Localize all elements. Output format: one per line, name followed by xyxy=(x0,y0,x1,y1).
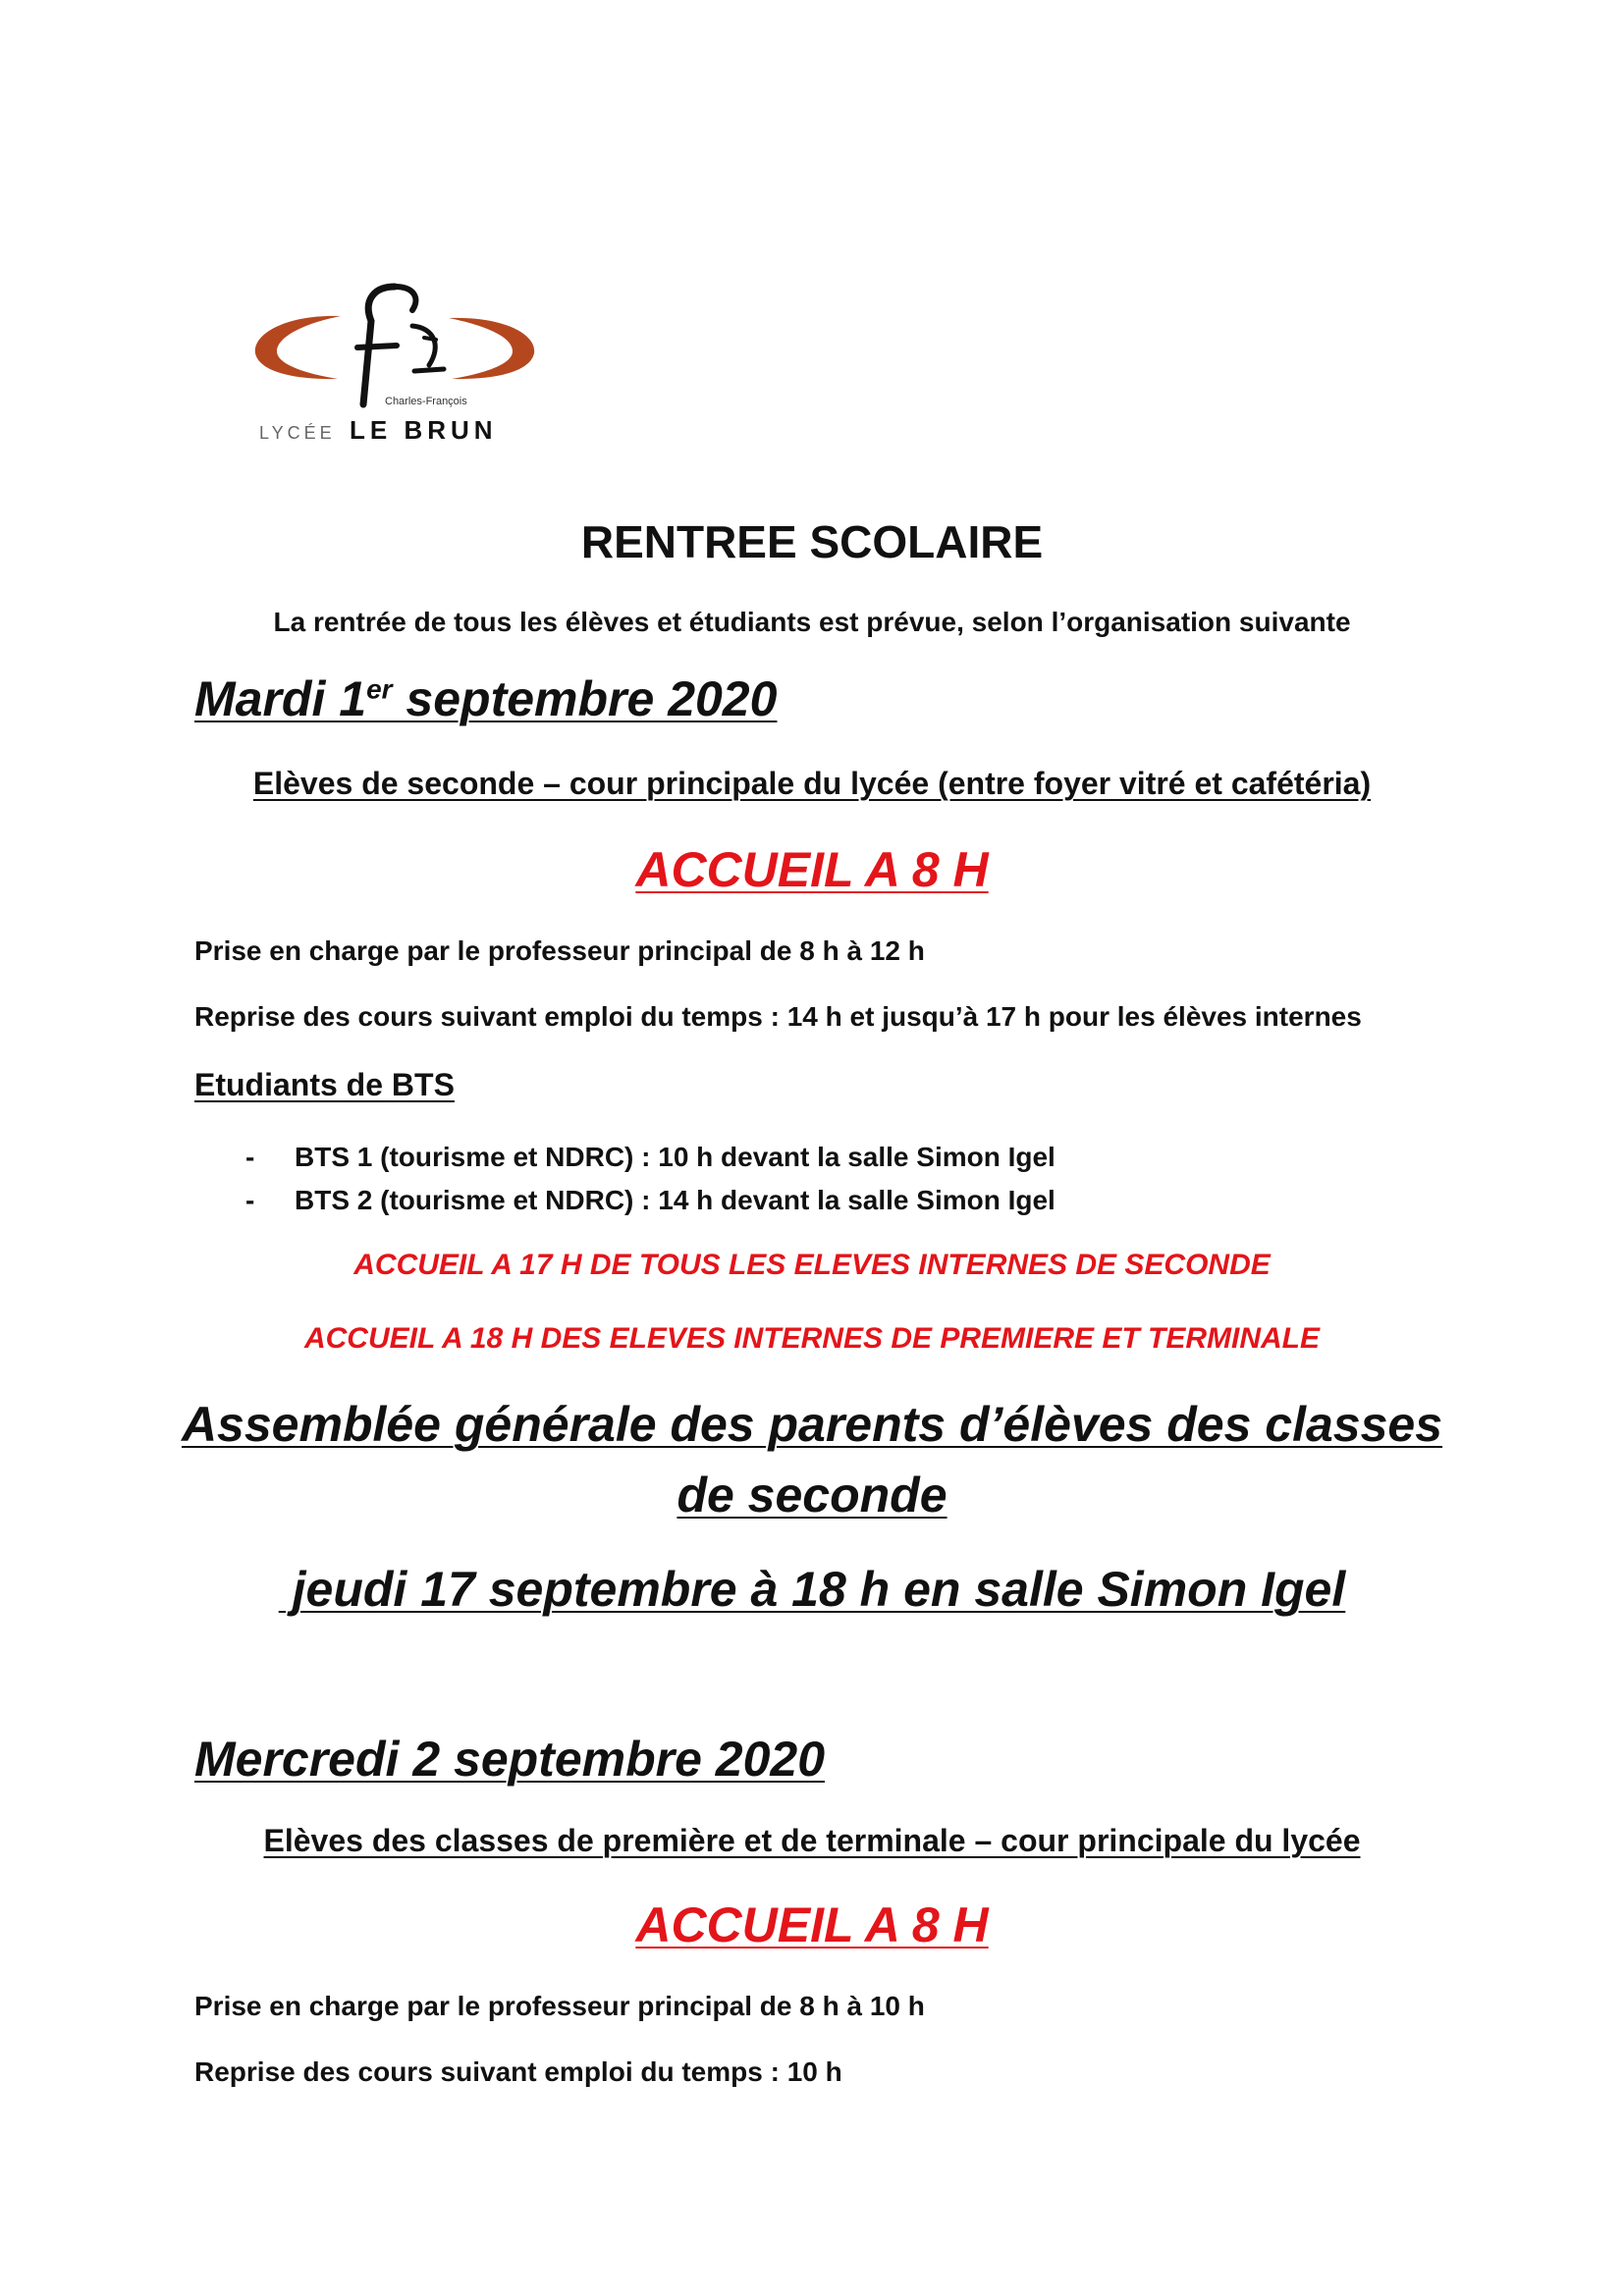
day1-location-text: Elèves de seconde – cour principale du lycée (entre foyer vitré et cafétéria) xyxy=(252,766,1372,801)
internes-accueil-seconde: ACCUEIL A 17 H DE TOUS LES ELEVES INTERNES DE SECONDE xyxy=(353,1249,1271,1281)
day2-accueil xyxy=(0,1896,1624,1953)
day2-date-heading: Mercredi 2 septembre 2020 xyxy=(194,1732,826,1787)
list-dash: - xyxy=(245,1185,255,1215)
list-item-text: BTS 2 (tourisme et NDRC) : 14 h devant la salle Simon Igel xyxy=(295,1185,1056,1215)
intro-text: La rentrée de tous les élèves et étudiants est prévue, selon l’organisation suivante xyxy=(273,607,1351,637)
day2-location xyxy=(0,1823,1624,1859)
day1-line-2: Reprise des cours suivant emploi du temps : 14 h et jusqu’à 17 h pour les élèves internes xyxy=(194,1001,1362,1032)
day2-accueil-text: ACCUEIL A 8 H xyxy=(635,1897,989,1952)
assembly-line-1 xyxy=(0,1396,1624,1453)
day1-date-prefix: Mardi 1 xyxy=(194,671,367,726)
day1-line-1: Prise en charge par le professeur principal de 8 h à 12 h xyxy=(194,935,925,966)
day2-line-2: Reprise des cours suivant emploi du temps : 10 h xyxy=(194,2056,842,2087)
assembly-line-2 xyxy=(0,1467,1624,1523)
day2-location-text: Elèves des classes de première et de terminale – cour principale du lycée xyxy=(263,1823,1361,1858)
internes-accueil-premiere-terminale: ACCUEIL A 18 H DES ELEVES INTERNES DE PREMIERE ET TERMINALE xyxy=(303,1322,1321,1355)
bts-heading: Etudiants de BTS xyxy=(194,1067,455,1102)
logo-lycee: LYCÉE xyxy=(259,423,336,443)
list-dash: - xyxy=(245,1142,255,1172)
day1-accueil-text: ACCUEIL A 8 H xyxy=(635,842,989,897)
day1-date-sup: er xyxy=(366,673,393,705)
list-item-text: BTS 1 (tourisme et NDRC) : 10 h devant la salle Simon Igel xyxy=(295,1142,1056,1172)
logo-subtitle: Charles-François xyxy=(385,396,467,407)
assembly-line-2-text: de seconde xyxy=(677,1468,947,1522)
day1-date-suffix: septembre 2020 xyxy=(392,671,778,726)
page-title: RENTREE SCOLAIRE xyxy=(580,516,1044,567)
logo-graphic xyxy=(247,277,542,454)
school-logo xyxy=(247,277,542,454)
assembly-date xyxy=(0,1561,1624,1618)
day1-accueil xyxy=(0,841,1624,898)
assembly-date-text: jeudi 17 septembre à 18 h en salle Simon Igel xyxy=(278,1562,1346,1617)
day1-date-heading xyxy=(194,670,777,727)
day2-line-1: Prise en charge par le professeur principal de 8 h à 10 h xyxy=(194,1991,925,2021)
assembly-line-1-text: Assemblée générale des parents d’élèves des classes xyxy=(181,1397,1443,1452)
day1-location xyxy=(0,766,1624,802)
logo-name: LE BRUN xyxy=(350,415,498,445)
